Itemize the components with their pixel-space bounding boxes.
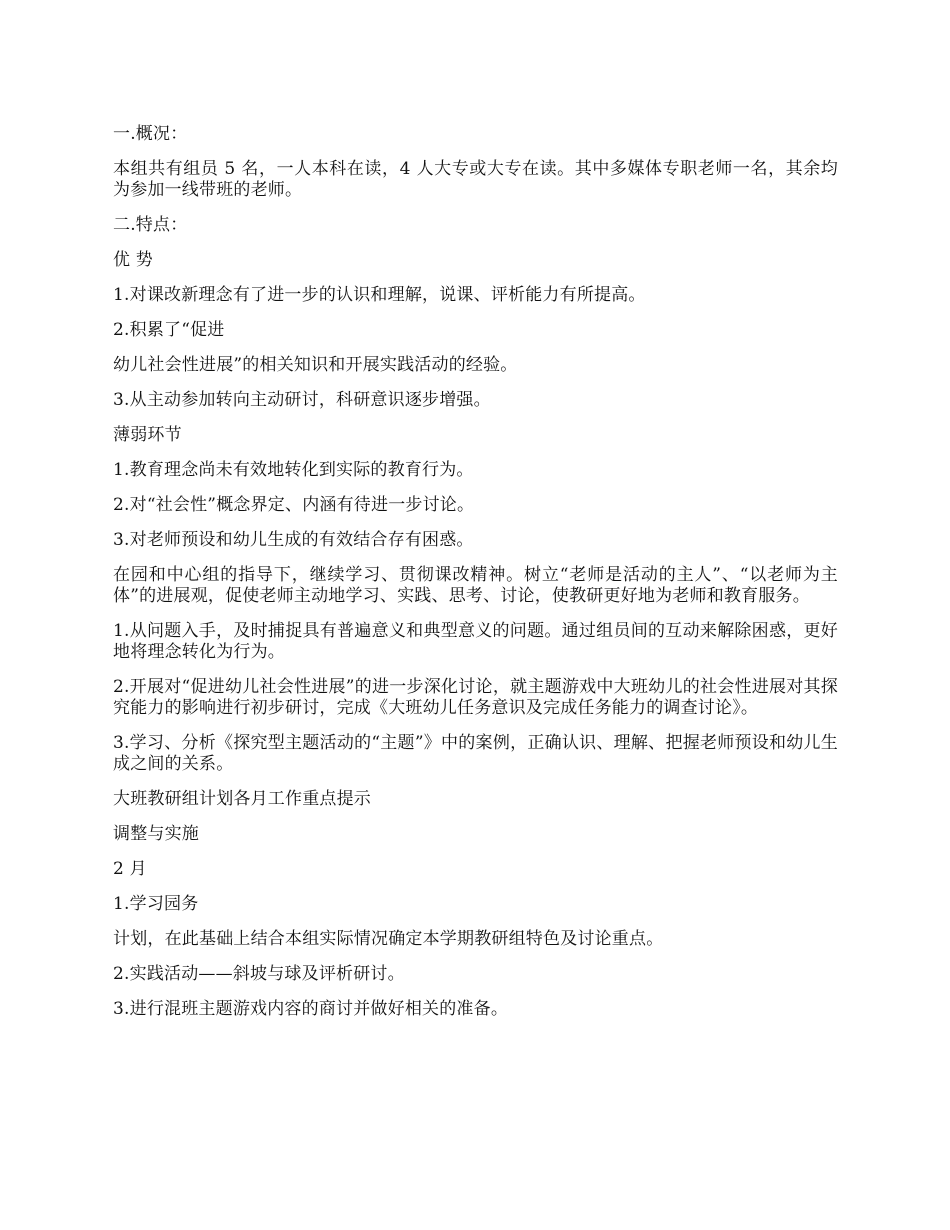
february-item-3: 3.进行混班主题游戏内容的商讨并做好相关的准备。 xyxy=(113,999,509,1019)
goal-item-3: 3.学习、分析《探究型主题活动的“主题”》中的案例，正确认识、理解、把握老师预设和幼儿生成之间的关系。 xyxy=(113,733,838,774)
strength-item-2-continued: 幼儿社会性进展”的相关知识和开展实践活动的经验。 xyxy=(113,355,518,375)
subheading-strengths: 优 势 xyxy=(113,250,154,270)
strength-item-3: 3.从主动参加转向主动研讨，科研意识逐步增强。 xyxy=(113,390,491,410)
weakness-item-3: 3.对老师预设和幼儿生成的有效结合存有困惑。 xyxy=(113,530,474,550)
document-body xyxy=(113,124,838,1034)
subheading-weaknesses: 薄弱环节 xyxy=(113,425,182,445)
strength-item-2-start: 2.积累了“促进 xyxy=(113,320,225,340)
strength-item-1: 1.对课改新理念有了进一步的认识和理解，说课、评析能力有所提高。 xyxy=(113,285,646,305)
overview-paragraph: 本组共有组员 5 名，一人本科在读，4 人大专或大专在读。其中多媒体专职老师一名，其余均为参加一线带班的老师。 xyxy=(113,159,838,200)
month-label-february: 2 月 xyxy=(113,859,147,879)
february-item-2: 2.实践活动——斜坡与球及评析研讨。 xyxy=(113,964,405,984)
weakness-item-1: 1.教育理念尚未有效地转化到实际的教育行为。 xyxy=(113,460,474,480)
goal-item-1: 1.从问题入手，及时捕捉具有普遍意义和典型意义的问题。通过组员间的互动来解除困惑，更好地将理念转化为行为。 xyxy=(113,621,838,662)
goal-item-2: 2.开展对“促进幼儿社会性进展”的进一步深化讨论，就主题游戏中大班幼儿的社会性进展对其探究能力的影响进行初步研讨，完成《大班幼儿任务意识及完成任务能力的调查讨论》。 xyxy=(113,677,838,718)
adjustment-heading: 调整与实施 xyxy=(113,824,199,844)
weakness-item-2: 2.对“社会性”概念界定、内涵有待进一步讨论。 xyxy=(113,495,475,515)
section-heading-overview: 一.概况： xyxy=(113,124,188,144)
monthly-plan-heading: 大班教研组计划各月工作重点提示 xyxy=(113,789,371,809)
section-heading-features: 二.特点： xyxy=(113,215,188,235)
february-item-1-start: 1.学习园务 xyxy=(113,894,199,914)
february-item-1-continued: 计划，在此基础上结合本组实际情况确定本学期教研组特色及讨论重点。 xyxy=(113,929,664,949)
guiding-principles-paragraph: 在园和中心组的指导下，继续学习、贯彻课改精神。树立“老师是活动的主人”、“以老师为主体”的进展观，促使老师主动地学习、实践、思考、讨论，使教研更好地为老师和教育服务。 xyxy=(113,565,838,606)
